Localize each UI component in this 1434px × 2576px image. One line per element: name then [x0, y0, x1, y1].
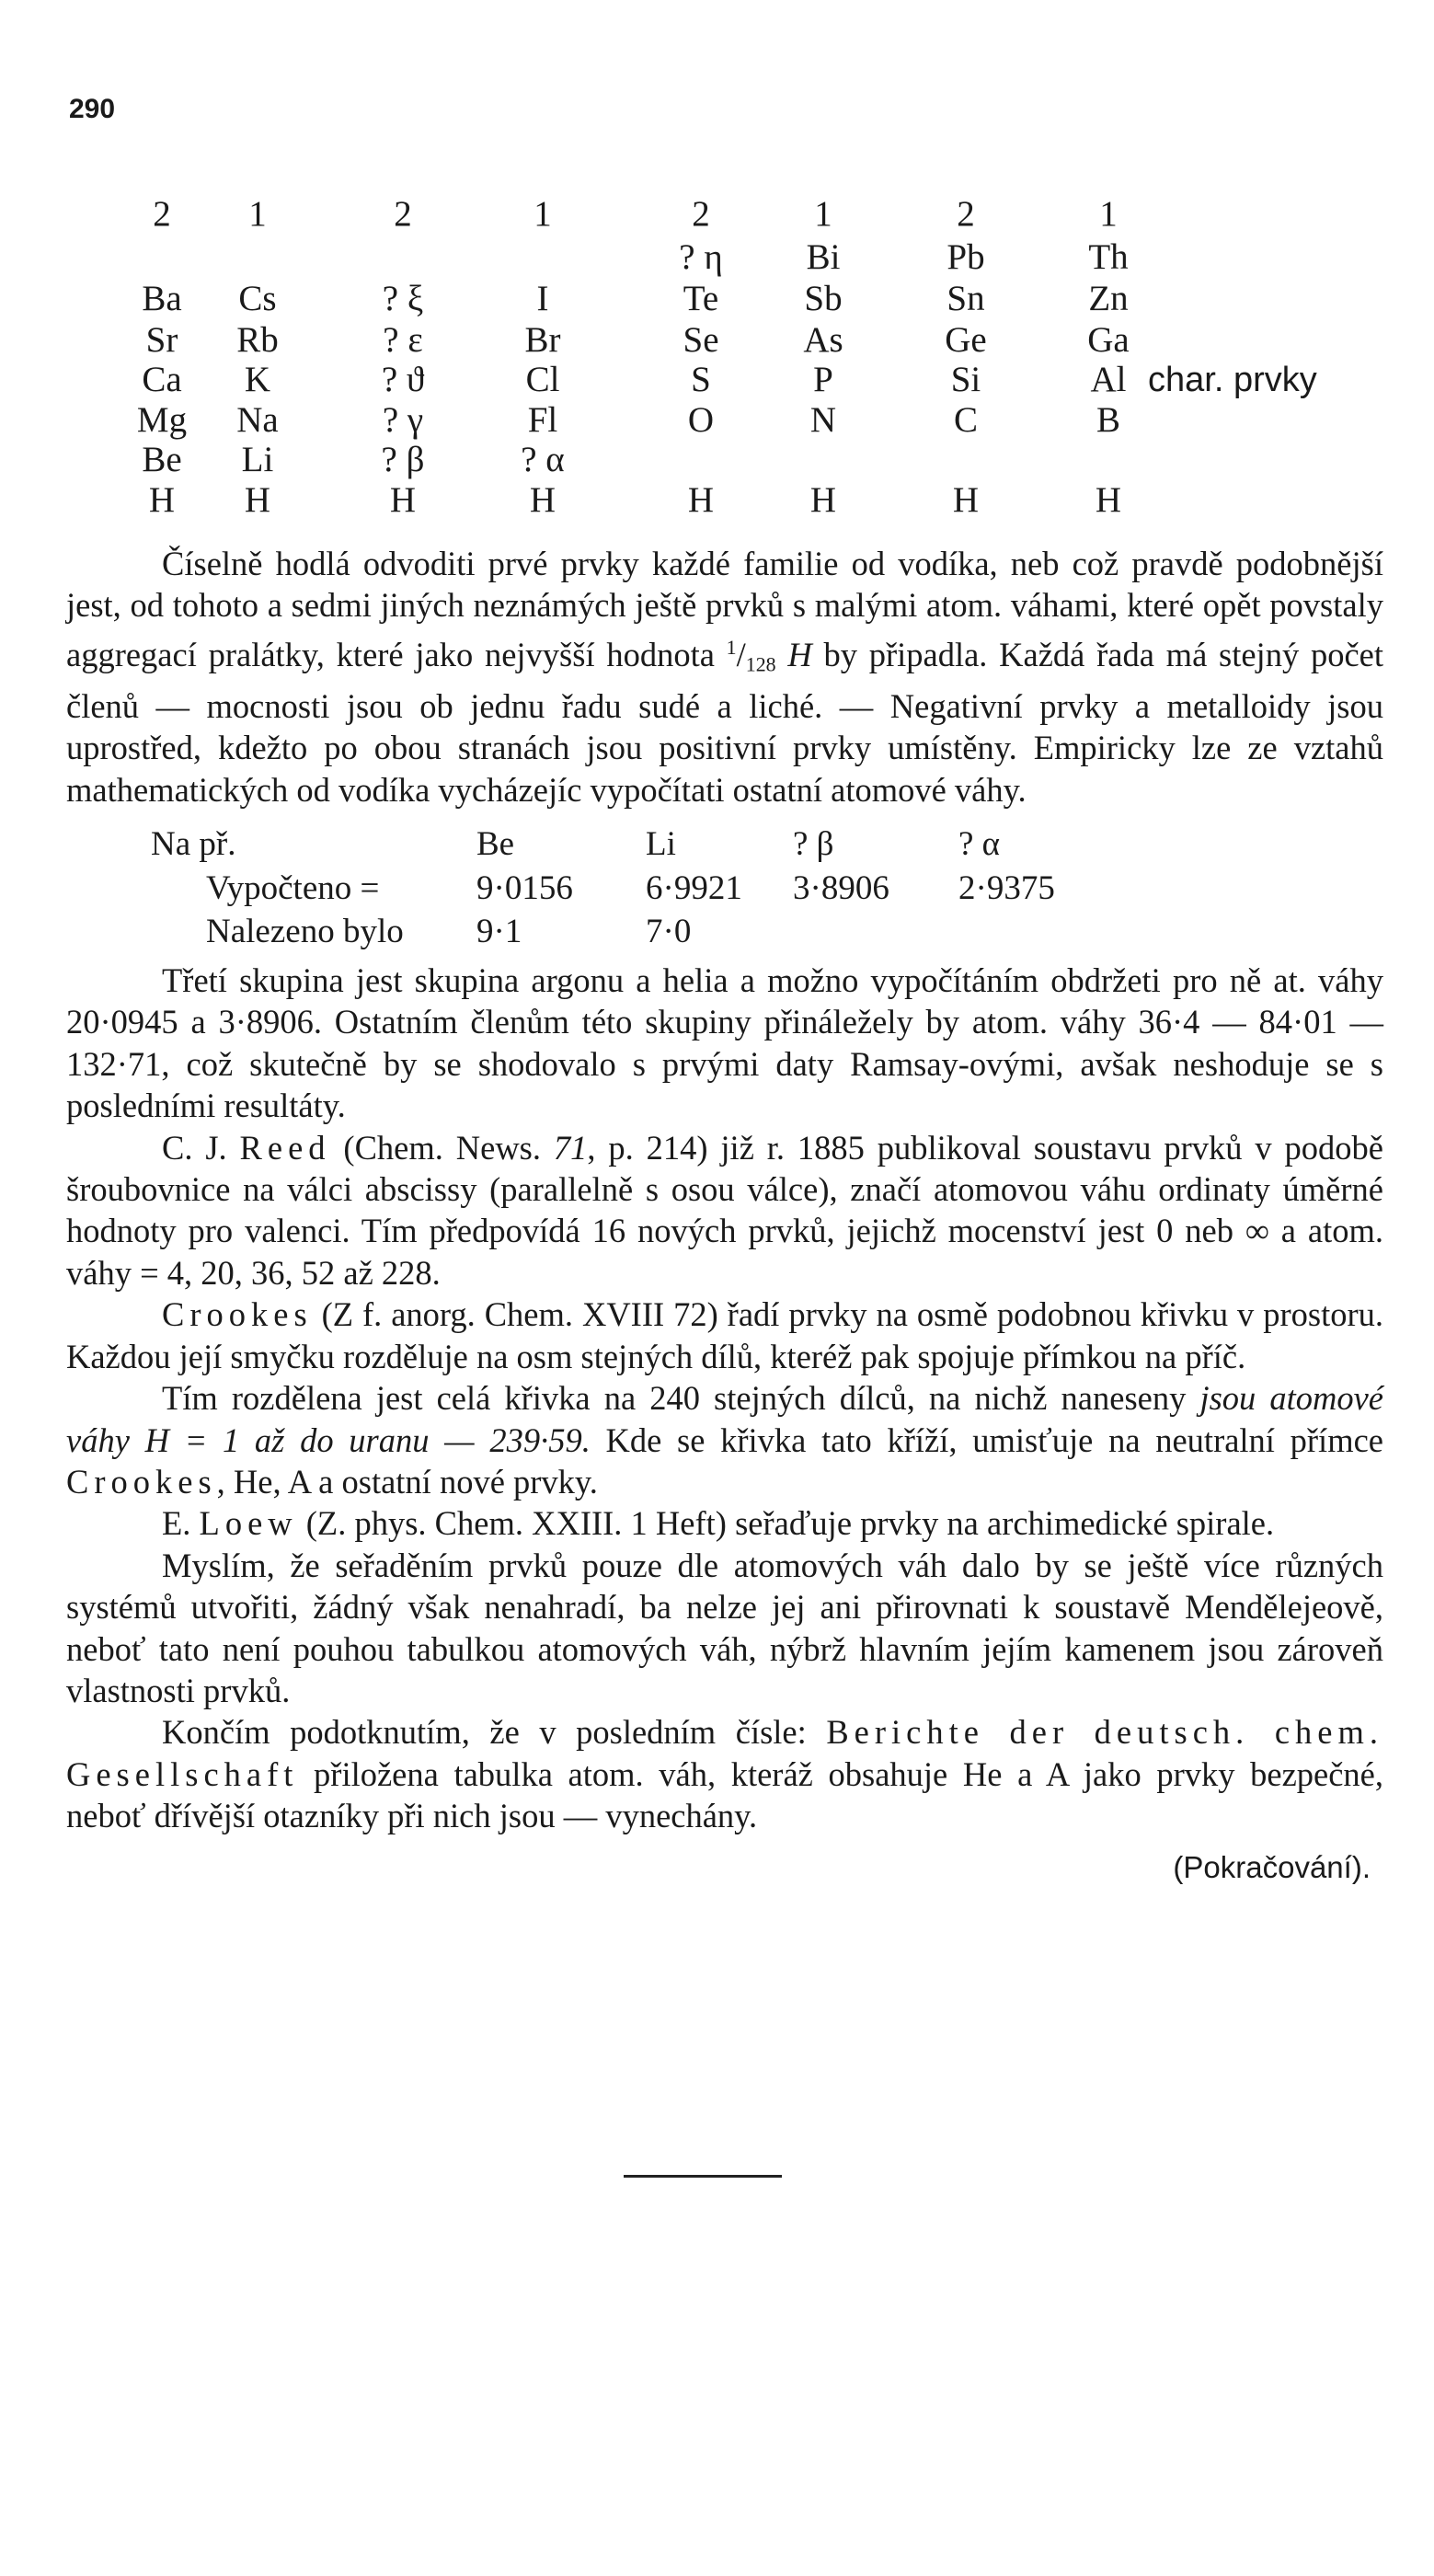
element-cell: Zn: [1088, 279, 1129, 318]
calc-value: 2·9375: [958, 869, 1055, 908]
valence-cell: 2: [153, 194, 171, 234]
valence-cell: 1: [248, 194, 267, 234]
element-cell: Th: [1088, 237, 1129, 277]
element-cell: K: [244, 360, 271, 399]
found-value: 9·1: [476, 913, 522, 951]
example-header: Be: [476, 825, 515, 864]
example-header: ? α: [958, 825, 1001, 864]
element-cell: Ca: [142, 360, 182, 399]
continued-note: (Pokračování).: [1173, 1849, 1371, 1884]
element-cell: ? γ: [382, 400, 424, 440]
element-cell: ? α: [521, 440, 565, 479]
paragraph-8: Končím podotknutím, že v posledním čísle: Berichte der deutsch. chem. Gesellschaft přiložena tabulka atom. váh, kteráž obsahuje He a A jako prvky bezpečné, neboť dřívější otazníky při nich jsou — vynechány.: [66, 1713, 1383, 1835]
calc-value: 3·8906: [793, 869, 889, 908]
element-cell: Mg: [136, 400, 188, 440]
example-label: Na př.: [151, 825, 236, 864]
element-cell: N: [809, 400, 837, 440]
element-cell: ? ϑ: [381, 360, 425, 399]
element-cell: Ba: [142, 279, 182, 318]
element-cell: P: [813, 360, 833, 399]
element-cell: Pb: [946, 237, 985, 277]
calc-value: 6·9921: [646, 869, 742, 908]
element-cell: ? η: [679, 237, 723, 277]
element-cell: Li: [241, 440, 274, 479]
paragraph-2: Třetí skupina jest skupina argonu a helia a možno vypočítáním obdržeti pro ně at. váhy 20·0945 a 3·8906. Ostatním členům této skupiny přináležely by atom. váhy 36·4 — 84·01 — 132·71, což skutečně by se shodovalo s prvými daty Ramsay-ovými, avšak neshoduje se s posledními resultáty.: [66, 961, 1383, 1125]
element-cell: Cl: [525, 360, 560, 399]
element-cell: Sn: [946, 279, 985, 318]
element-cell: H: [1095, 480, 1122, 520]
calc-label: Vypočteno =: [206, 869, 380, 908]
element-cell: Sb: [804, 279, 843, 318]
valence-cell: 1: [814, 194, 832, 234]
found-value: 7·0: [646, 913, 692, 951]
element-cell: Be: [142, 440, 182, 479]
element-cell: Fl: [527, 400, 558, 440]
element-cell: ? β: [381, 440, 425, 479]
found-label: Nalezeno bylo: [206, 913, 404, 951]
element-cell: O: [687, 400, 715, 440]
element-cell: S: [691, 360, 711, 399]
paragraph-6: E. Loew (Z. phys. Chem. XXIII. 1 Heft) seřaďuje prvky na archimedické spirale.: [162, 1504, 1275, 1543]
paragraph-4: Crookes (Z f. anorg. Chem. XVIII 72) řadí prvky na osmě podobnou křivku v prostoru. Každou její smyčku rozděluje na osm stejných dílů, kteréž pak spojuje přímkou na příč.: [66, 1295, 1383, 1375]
element-cell: H: [244, 480, 271, 520]
element-cell: ? ε: [383, 320, 423, 360]
char-prvky-label: char. prvky: [1148, 361, 1317, 399]
example-header: ? β: [793, 825, 834, 864]
element-cell: H: [687, 480, 715, 520]
element-cell: Se: [683, 320, 719, 360]
paragraph-3: C. J. Reed (Chem. News. 71, p. 214) již r. 1885 publikoval soustavu prvků v podobě šroubovnice na válci abscissy (parallelně s osou válce), značí atomovou váhu ordinaty úměrné hodnoty pro valenci. Tím předpovídá 16 nových prvků, jejichž mocenství jest 0 neb ∞ a atom. váhy = 4, 20, 36, 52 až 228.: [66, 1128, 1383, 1292]
example-table: [66, 823, 1383, 1035]
valence-cell: 1: [1099, 194, 1118, 234]
paragraph-1: Číselně hodlá odvoditi prvé prvky každé familie od vodíka, neb což pravdě podobnější jest, od tohoto a sedmi jiných neznámých ještě prvků s malými atom. váhami, které opět povstaly aggregací pralátky, které jako nejvyšší hodnota $^1/_{128}$ H by připadla. Každá řada má stejný počet členů — mocnosti jsou ob jednu řadu sudé a liché. — Negativní prvky a metalloidy jsou uprostřed, kdežto po obou stranách jsou positivní prvky umístěny. Empiricky lze ze vztahů mathematických od vodíka vycházejíc vypočítati ostatní atomové váhy.: [66, 545, 1383, 809]
element-cell: C: [953, 400, 978, 440]
element-cell: H: [952, 480, 980, 520]
element-cell: Te: [683, 279, 719, 318]
valence-cell: 2: [692, 194, 710, 234]
element-cell: Si: [950, 360, 981, 399]
element-cell: Sr: [145, 320, 178, 360]
element-cell: H: [809, 480, 837, 520]
body-text: [66, 543, 1383, 1888]
element-cell: Cs: [238, 279, 277, 318]
paragraph-7: Myslím, že seřaděním prvků pouze dle atomových váh dalo by se ještě více různých systémů utvořiti, žádný však nenahradí, ba nelze jej ani přirovnati k soustavě Mendělejeově, neboť tato není pouhou tabulkou atomových váh, nýbrž hlavním jejím kamenem jsou zároveň vlastnosti prvků.: [66, 1546, 1383, 1709]
element-cell: Br: [524, 320, 561, 360]
element-cell: H: [389, 480, 417, 520]
valence-cell: 1: [533, 194, 552, 234]
end-rule: [624, 2175, 782, 2178]
element-cell: I: [536, 279, 549, 318]
element-cell: As: [803, 320, 843, 360]
element-cell: Al: [1090, 360, 1127, 399]
element-table: [0, 0, 1434, 552]
element-cell: Bi: [806, 237, 841, 277]
example-header: Li: [646, 825, 676, 864]
element-cell: ? ξ: [382, 279, 424, 318]
valence-cell: 2: [957, 194, 975, 234]
valence-cell: 2: [394, 194, 412, 234]
element-cell: Na: [236, 400, 279, 440]
element-cell: Rb: [236, 320, 279, 360]
paragraph-5: Tím rozdělena jest celá křivka na 240 stejných dílců, na nichž naneseny jsou atomové váhy H = 1 až do uranu — 239·59. Kde se křivka tato kříží, umisťuje na neutralní přímce Crookes, He, A a ostatní nové prvky.: [66, 1379, 1384, 1501]
element-cell: Ge: [945, 320, 987, 360]
calc-value: 9·0156: [476, 869, 573, 908]
element-cell: H: [148, 480, 176, 520]
page-number: 290: [69, 94, 116, 124]
element-cell: H: [529, 480, 556, 520]
element-cell: Ga: [1087, 320, 1130, 360]
element-cell: B: [1096, 400, 1120, 440]
